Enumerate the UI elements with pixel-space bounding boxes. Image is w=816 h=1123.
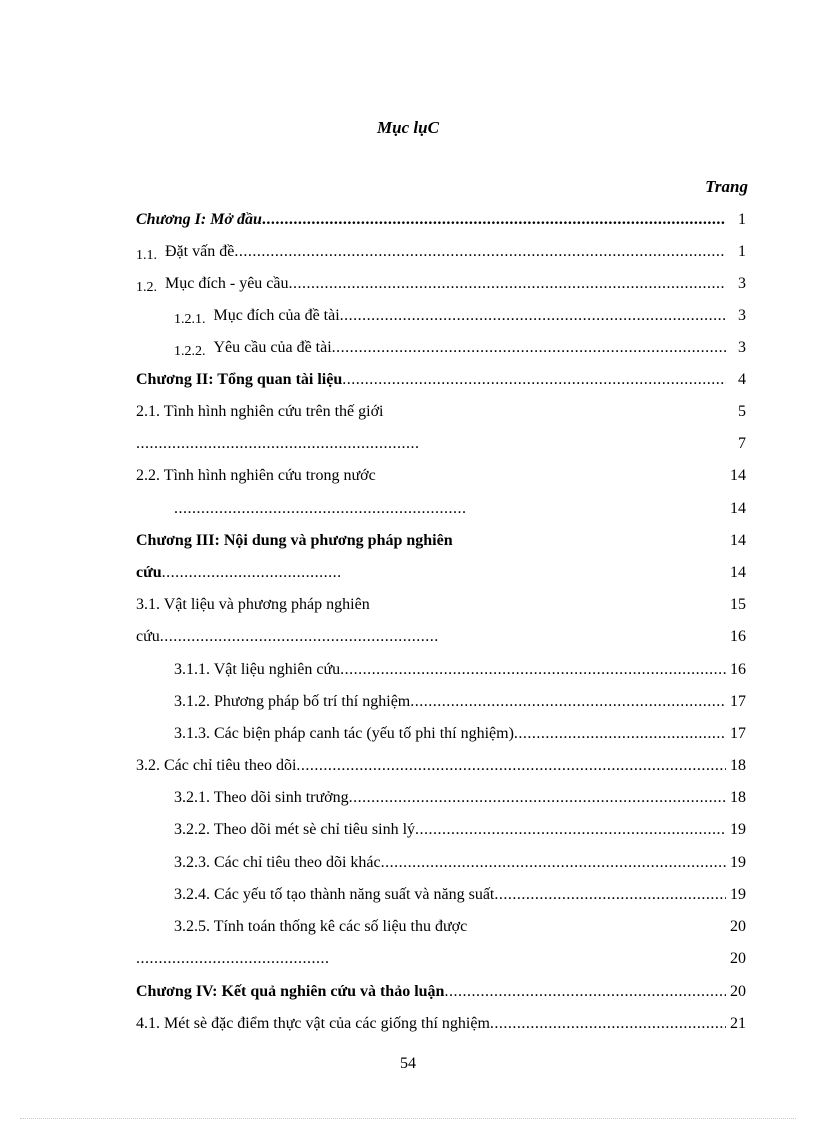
leader-dots <box>162 561 340 585</box>
toc-entry-chapter-2: Chương II: Tổng quan tài liệu ..... <box>136 368 726 392</box>
toc-title: Mục lụC <box>377 118 439 137</box>
leader-dots <box>160 625 438 649</box>
toc-entry-continuation <box>174 497 466 521</box>
toc-entry-1-1: 1.1. Đặt vấn đề ..... <box>136 240 726 264</box>
toc-page-number: 5 <box>738 403 746 420</box>
leader-dots <box>136 432 420 456</box>
toc-page-number: 14 <box>730 564 746 581</box>
toc-page-number: 18 <box>730 757 746 774</box>
toc-entry-chapter-1: Chương I: Mở đầu ..... <box>136 208 726 232</box>
leader-dots <box>340 658 726 682</box>
toc-page-number: 18 <box>730 789 746 806</box>
toc-entry-2-2: 2.2. Tình hình nghiên cứu trong nước <box>136 467 376 484</box>
toc-page-number: 14 <box>730 467 746 484</box>
leader-dots <box>296 754 726 778</box>
toc-entry-2-1: 2.1. Tình hình nghiên cứu trên thế giới <box>136 403 384 420</box>
toc-page-number: 3 <box>738 307 746 324</box>
toc-page-number: 3 <box>738 275 746 292</box>
leader-dots <box>415 818 726 842</box>
leader-dots <box>234 240 726 264</box>
toc-entry-3-2-1: 3.2.1. Theo dõi sinh trưởng ..... <box>174 786 726 810</box>
toc-page-number: 19 <box>730 821 746 838</box>
toc-page-number: 3 <box>738 339 746 356</box>
leader-dots <box>444 980 726 1004</box>
leader-dots <box>340 304 726 328</box>
toc-entry-continuation <box>136 947 328 971</box>
toc-page-number: 1 <box>738 243 746 260</box>
toc-page-number: 20 <box>730 918 746 935</box>
toc-entry-1-2-2: 1.2.2. Yêu cầu của đề tài ..... <box>174 336 726 360</box>
leader-dots <box>342 368 726 392</box>
toc-page-number: 14 <box>730 500 746 517</box>
toc-entry-continuation: cứu ..... <box>136 625 438 649</box>
toc-entry-chapter-4: Chương IV: Kết quả nghiên cứu và thảo luận ..... <box>136 980 726 1004</box>
toc-page-number: 16 <box>730 628 746 645</box>
leader-dots <box>262 208 726 232</box>
toc-page-number: 19 <box>730 886 746 903</box>
toc-entry-chapter-3: Chương III: Nội dung và phương pháp nghiên <box>136 532 453 549</box>
page-number-footer: 54 <box>400 1055 416 1072</box>
toc-entry-1-2: 1.2. Mục đích - yêu cầu ..... <box>136 272 726 296</box>
toc-entry-3-2: 3.2. Các chỉ tiêu theo dõi ..... <box>136 754 726 778</box>
toc-entry-continuation <box>136 432 420 456</box>
toc-page-number: 1 <box>738 211 746 228</box>
toc-page-number: 7 <box>738 435 746 452</box>
toc-entry-3-1: 3.1. Vật liệu và phương pháp nghiên <box>136 596 370 613</box>
page-bottom-divider <box>20 1118 796 1119</box>
toc-page-number: 15 <box>730 596 746 613</box>
toc-entry-3-1-2: 3.1.2. Phương pháp bố trí thí nghiệm ..... <box>174 690 726 714</box>
toc-entry-3-1-1: 3.1.1. Vật liệu nghiên cứu ..... <box>174 658 726 682</box>
toc-entry-continuation: cứu ..... <box>136 561 340 585</box>
toc-page-number: 17 <box>730 693 746 710</box>
toc-entry-3-2-2: 3.2.2. Theo dõi mét sè chỉ tiêu sinh lý ..... <box>174 818 726 842</box>
toc-entry-3-2-4: 3.2.4. Các yếu tố tạo thành năng suất và năng suất ..... <box>174 883 726 907</box>
leader-dots <box>490 1012 726 1036</box>
toc-page-number: 4 <box>738 371 746 388</box>
toc-page-number: 17 <box>730 725 746 742</box>
page-column-header: Trang <box>705 177 748 196</box>
toc-entry-1-2-1: 1.2.1. Mục đích của đề tài ..... <box>174 304 726 328</box>
leader-dots <box>410 690 726 714</box>
toc-page-number: 20 <box>730 983 746 1000</box>
leader-dots <box>514 722 726 746</box>
toc-page-number: 21 <box>730 1015 746 1032</box>
leader-dots <box>289 272 726 296</box>
toc-page-number: 20 <box>730 950 746 967</box>
toc-page-number: 14 <box>730 532 746 549</box>
leader-dots <box>332 336 726 360</box>
toc-entry-3-1-3: 3.1.3. Các biện pháp canh tác (yếu tố phi thí nghiệm) ..... <box>174 722 726 746</box>
leader-dots <box>494 883 726 907</box>
toc-entry-3-2-3: 3.2.3. Các chỉ tiêu theo dõi khác ..... <box>174 851 726 875</box>
leader-dots <box>174 497 466 521</box>
leader-dots <box>349 786 726 810</box>
leader-dots <box>136 947 328 971</box>
leader-dots <box>381 851 726 875</box>
toc-entry-4-1: 4.1. Mét sè đặc điểm thực vật của các giống thí nghiệm ..... <box>136 1012 726 1036</box>
toc-page-number: 19 <box>730 854 746 871</box>
toc-entry-3-2-5: 3.2.5. Tính toán thống kê các số liệu thu được <box>174 918 468 935</box>
toc-page-number: 16 <box>730 661 746 678</box>
